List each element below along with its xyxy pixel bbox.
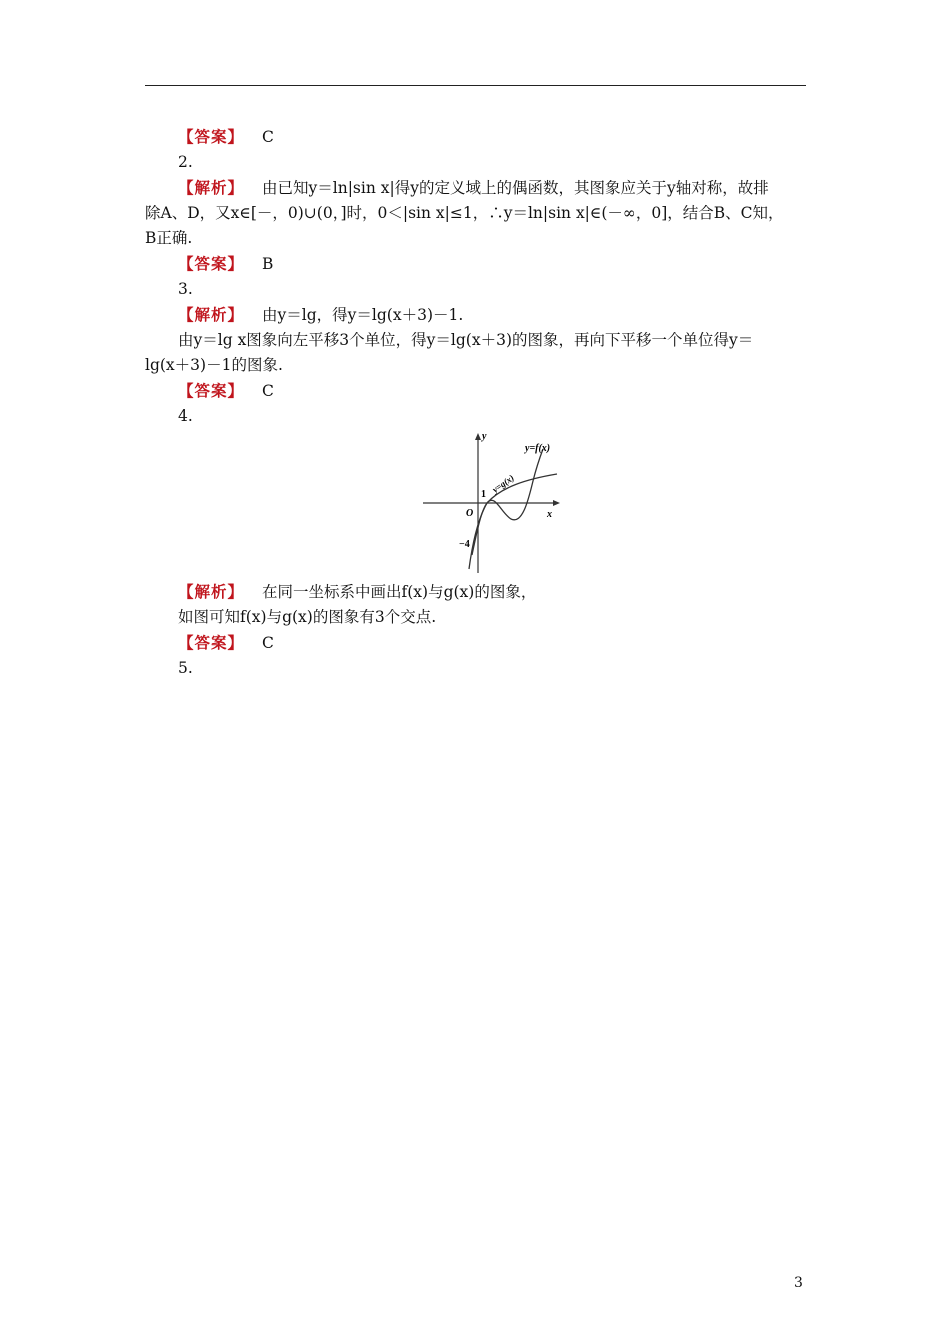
function-graph — [423, 433, 563, 573]
question-number-3: 3. — [178, 280, 193, 298]
paragraph-3-line-2: lg(x＋3)－1的图象. — [145, 356, 283, 374]
document-body — [145, 124, 810, 681]
answer-3 — [145, 378, 810, 404]
analysis-text: 在同一坐标系中画出f(x)与g(x)的图象， — [262, 583, 537, 601]
header-rule — [145, 85, 806, 86]
analysis-4 — [145, 579, 810, 605]
y-axis-arrow-icon — [475, 433, 481, 440]
answer-value: B — [262, 255, 274, 273]
f-curve — [472, 449, 543, 555]
graph-figure — [145, 429, 810, 579]
answer-tag: 【答案】 — [178, 633, 245, 652]
answer-value: C — [262, 128, 274, 146]
page-number: 3 — [794, 1275, 803, 1291]
analysis-text: 由y＝lg，得y＝lg(x＋3)－1. — [262, 306, 464, 324]
paragraph-3-line-1: 由y＝lg x图象向左平移3个单位，得y＝lg(x＋3)的图象，再向下平移一个单位得y＝ — [178, 331, 754, 349]
x-axis-arrow-icon — [553, 500, 560, 506]
g-label: y=g(x) — [490, 472, 516, 495]
answer-value: C — [262, 634, 274, 652]
answer-tag: 【答案】 — [178, 381, 245, 400]
analysis-tag: 【解析】 — [178, 178, 245, 197]
answer-value: C — [262, 382, 274, 400]
analysis-tag: 【解析】 — [178, 305, 245, 324]
analysis-2-line-2: 除A、D，又x∈[－，0)∪(0，]时，0＜|sin x|≤1，∴y＝ln|sin x|∈(－∞，0]，结合B、C知， — [145, 204, 784, 222]
paragraph-4: 如图可知f(x)与g(x)的图象有3个交点. — [178, 608, 437, 626]
label-neg-four: −4 — [459, 539, 470, 550]
analysis-2-line-1 — [145, 175, 810, 201]
analysis-2-line-3: B正确. — [145, 229, 193, 247]
y-axis-label: y — [482, 433, 487, 442]
f-label: y=f(x) — [525, 443, 551, 454]
question-number-5: 5. — [178, 659, 193, 677]
analysis-text: 由已知y＝ln|sin x|得y的定义域上的偶函数，其图象应关于y轴对称，故排 — [262, 179, 769, 197]
origin-label: O — [466, 508, 474, 519]
x-axis-label: x — [547, 509, 552, 520]
analysis-3 — [145, 302, 810, 328]
question-number-4: 4. — [178, 407, 193, 425]
question-number-2: 2. — [178, 153, 193, 171]
answer-tag: 【答案】 — [178, 127, 245, 146]
answer-2 — [145, 251, 810, 277]
label-one: 1 — [481, 489, 486, 500]
analysis-tag: 【解析】 — [178, 582, 245, 601]
answer-1 — [145, 124, 810, 150]
answer-tag: 【答案】 — [178, 254, 245, 273]
answer-4 — [145, 630, 810, 656]
